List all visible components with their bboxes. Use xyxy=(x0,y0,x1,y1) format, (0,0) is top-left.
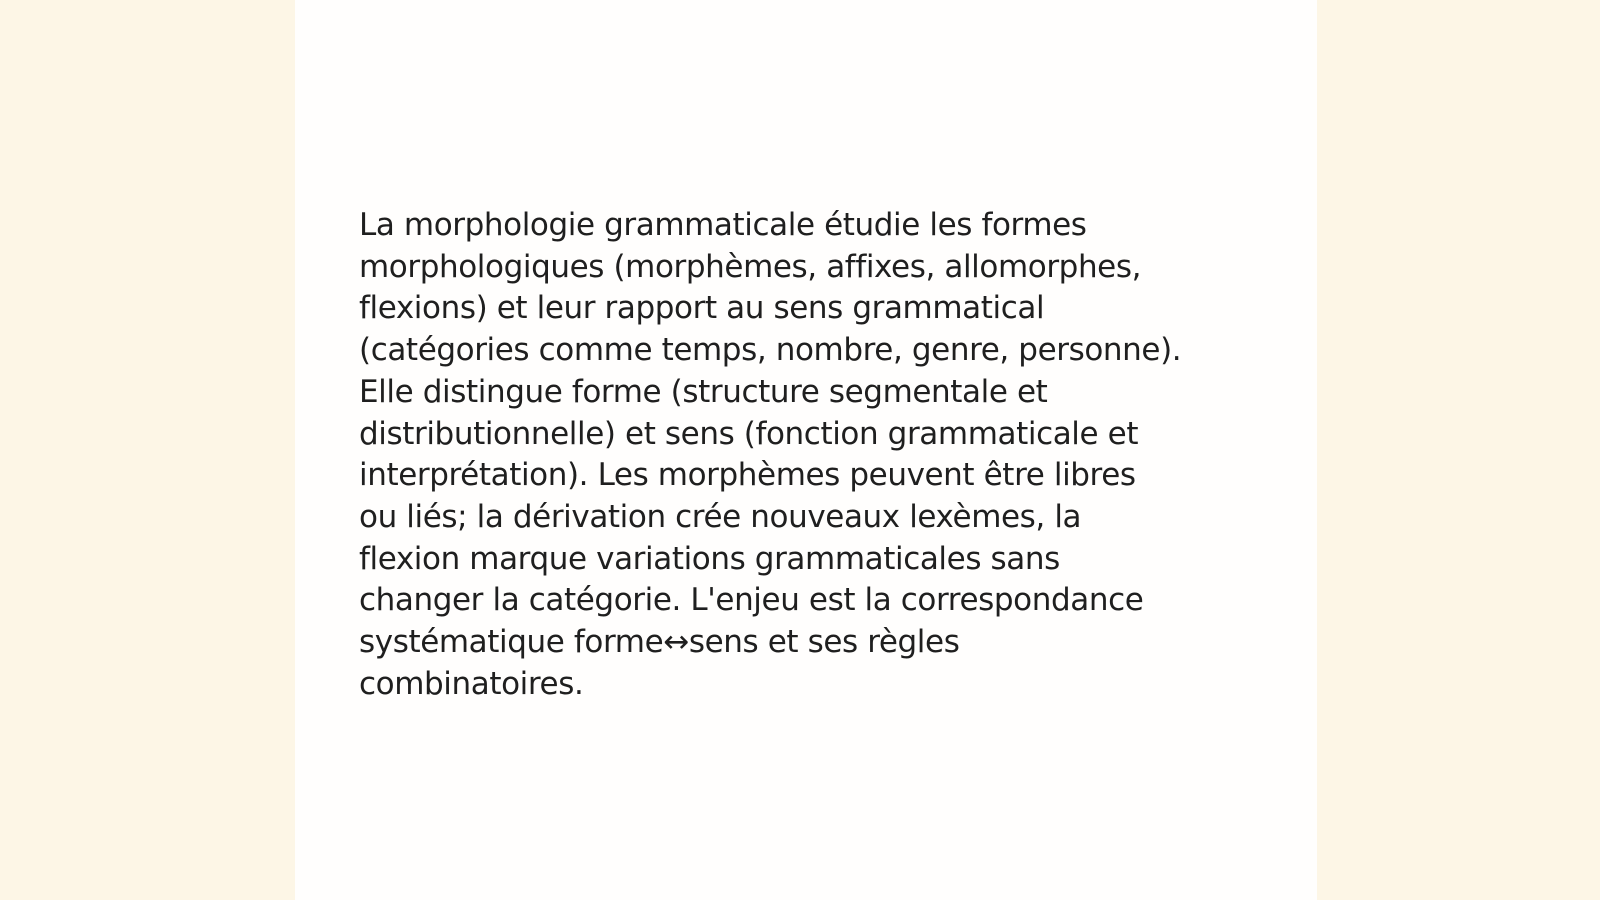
document-page xyxy=(295,0,1317,900)
body-paragraph: La morphologie grammaticale étudie les formes morphologiques (morphèmes, affixes, allomorphes, flexions) et leur rapport au sens grammatical (catégories comme temps, nombre, genre, personne). Elle distingue forme (structure segmentale et distributionnelle) et sens (fonction grammaticale et interprétation). Les morphèmes peuvent être libres ou liés; la dérivation crée nouveaux lexèmes, la flexion marque variations grammaticales sans changer la catégorie. L'enjeu est la correspondance systématique forme↔sens et ses règles combinatoires. xyxy=(359,207,1182,702)
